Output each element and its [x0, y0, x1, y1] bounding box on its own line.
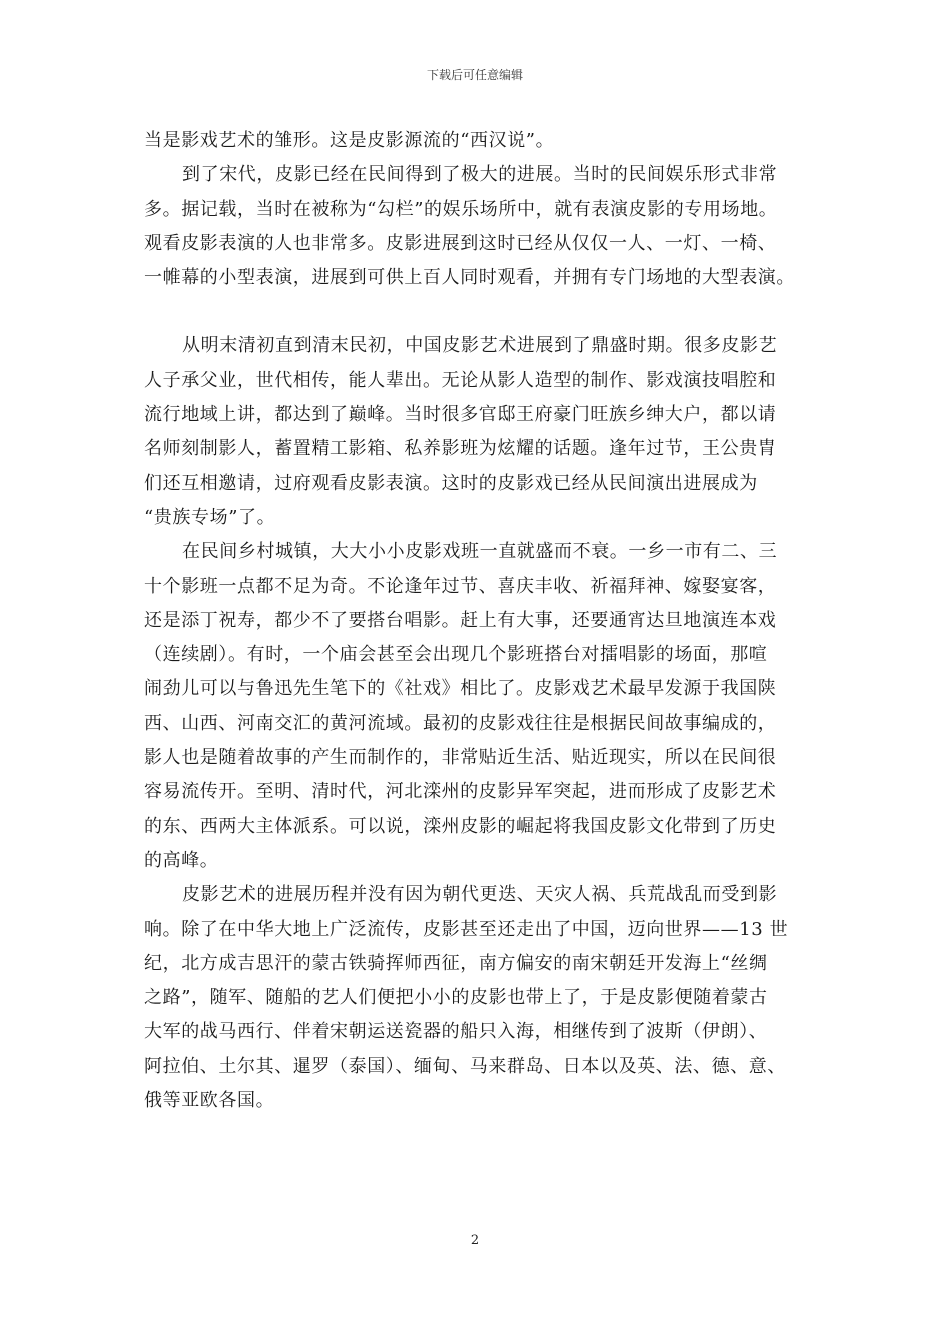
text-line: 从明末清初直到清末民初，中国皮影艺术进展到了鼎盛时期。很多皮影艺	[182, 335, 778, 357]
document-body	[144, 124, 824, 1118]
text-line: 人子承父业，世代相传，能人辈出。无论从影人造型的制作、影戏演技唱腔和	[144, 369, 777, 391]
text-line: 西、山西、河南交汇的黄河流域。最初的皮影戏往往是根据民间故事编成的，	[144, 712, 777, 734]
text-line: 们还互相邀请，过府观看皮影表演。这时的皮影戏已经从民间演出进展成为	[144, 472, 758, 494]
text-line: 名师刻制影人，蓄置精工影箱、私养影班为炫耀的话题。逢年过节，王公贵胄	[144, 438, 777, 460]
page-number: 2	[470, 1233, 480, 1248]
text-line: 到了宋代，皮影已经在民间得到了极大的进展。当时的民间娱乐形式非常	[182, 164, 778, 186]
text-line: 还是添丁祝寿，都少不了要搭台唱影。赶上有大事，还要通宵达旦地演连本戏	[144, 609, 777, 631]
text-line: 大军的战马西行、伴着宋朝运送瓷器的船只入海，相继传到了波斯（伊朗）、	[144, 1021, 768, 1043]
text-line: 纪，北方成吉思汗的蒙古铁骑挥师西征，南方偏安的南宋朝廷开发海上“丝绸	[144, 952, 768, 974]
text-line: 流行地域上讲，都达到了巅峰。当时很多官邸王府豪门旺族乡绅大户，都以请	[144, 404, 777, 426]
paragraph-gap	[144, 295, 824, 329]
text-line: 十个影班一点都不足为奇。不论逢年过节、喜庆丰收、祈福拜神、嫁娶宴客，	[144, 575, 777, 597]
text-line: （连续剧）。有时，一个庙会甚至会出现几个影班搭台对擂唱影的场面，那喧	[144, 644, 768, 666]
text-line: 皮影艺术的进展历程并没有因为朝代更迭、天灾人祸、兵荒战乱而受到影	[182, 884, 778, 906]
text-line: 之路”，随军、随船的艺人们便把小小的皮影也带上了，于是皮影便随着蒙古	[144, 987, 768, 1009]
text-line: 多。据记载，当时在被称为“勾栏”的娱乐场所中，就有表演皮影的专用场地。	[144, 198, 778, 220]
text-line: 俄等亚欧各国。	[144, 1090, 275, 1112]
text-line: 的东、西两大主体派系。可以说，滦州皮影的崛起将我国皮影文化带到了历史	[144, 815, 777, 837]
text-line: 闹劲儿可以与鲁迅先生笔下的《社戏》相比了。皮影戏艺术最早发源于我国陕	[144, 678, 777, 700]
text-line: “贵族专场”了。	[144, 506, 276, 528]
text-line: 容易流传开。至明、清时代，河北滦州的皮影异军突起，进而形成了皮影艺术	[144, 781, 777, 803]
text-line: 响。除了在中华大地上广泛流传，皮影甚至还走出了中国，迈向世界——13 世	[144, 918, 789, 940]
text-line: 的高峰。	[144, 849, 219, 871]
page-header: 下载后可任意编辑	[426, 68, 523, 82]
text-line: 阿拉伯、土尔其、暹罗（泰国）、缅甸、马来群岛、日本以及英、法、德、意、	[144, 1055, 786, 1077]
text-line: 一帷幕的小型表演，进展到可供上百人同时观看，并拥有专门场地的大型表演。	[144, 267, 795, 289]
text-line: 当是影戏艺术的雏形。这是皮影源流的“西汉说”。	[144, 130, 555, 151]
text-line: 影人也是随着故事的产生而制作的，非常贴近生活、贴近现实，所以在民间很	[144, 747, 777, 769]
text-line: 观看皮影表演的人也非常多。皮影进展到这时已经从仅仅一人、一灯、一椅、	[144, 232, 777, 254]
text-line: 在民间乡村城镇，大大小小皮影戏班一直就盛而不衰。一乡一市有二、三	[182, 541, 778, 563]
